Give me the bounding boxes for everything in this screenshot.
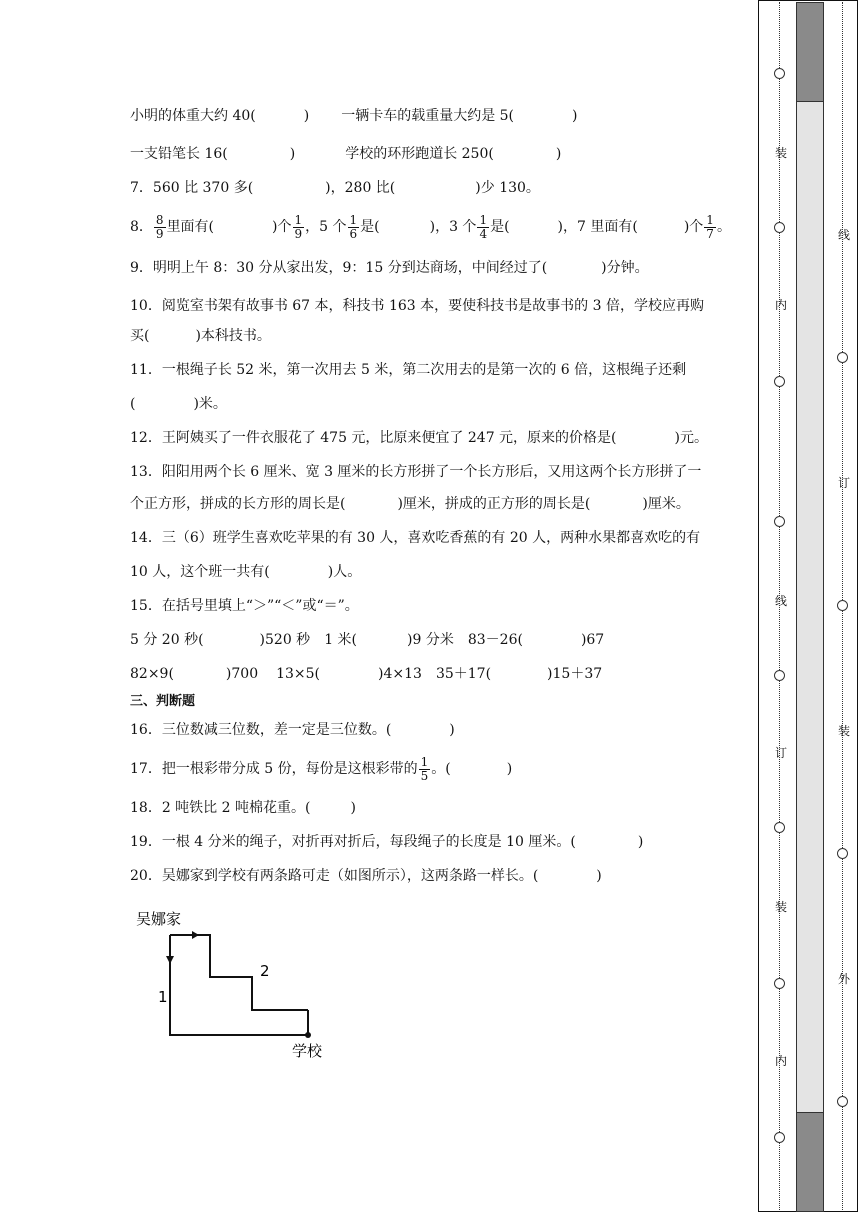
question-12 bbox=[130, 428, 708, 448]
question-17 bbox=[130, 754, 512, 784]
fraction bbox=[477, 214, 489, 241]
circle-icon bbox=[774, 822, 785, 833]
route-figure bbox=[128, 900, 348, 1068]
margin-label: 内 bbox=[774, 298, 787, 312]
circle-icon bbox=[837, 600, 848, 611]
question-unit-row-1 bbox=[130, 106, 578, 126]
text: ) bbox=[289, 146, 296, 162]
text: 里面有( bbox=[166, 219, 215, 235]
numerator: 1 bbox=[294, 212, 303, 227]
home-label: 吴娜家 bbox=[136, 910, 182, 928]
text: 83－26( bbox=[467, 632, 523, 648]
compare-row-1 bbox=[130, 630, 604, 650]
text: 是( bbox=[360, 219, 380, 235]
arrow-right-icon bbox=[192, 931, 199, 939]
text: 一辆卡车的载重量大约是 5( bbox=[341, 108, 515, 124]
text: )个 bbox=[683, 219, 704, 235]
text: )少 130。 bbox=[475, 180, 540, 196]
numerator: 1 bbox=[349, 212, 358, 227]
text: 8． bbox=[130, 219, 153, 235]
text: ) bbox=[596, 868, 602, 884]
denominator: 9 bbox=[155, 226, 164, 241]
margin-gray-top bbox=[796, 2, 824, 102]
text: )厘米，拼成的正方形的周长是( bbox=[397, 496, 591, 512]
circle-icon bbox=[837, 1096, 848, 1107]
margin-label: 线 bbox=[774, 594, 787, 608]
text: )人。 bbox=[327, 564, 362, 580]
numerator: 1 bbox=[479, 212, 488, 227]
text: ( bbox=[130, 396, 136, 412]
margin-label: 装 bbox=[774, 900, 787, 914]
text: )，3 个 bbox=[429, 219, 477, 235]
text: 小明的体重大约 40( bbox=[130, 108, 256, 124]
circle-icon bbox=[837, 848, 848, 859]
text: 1 米( bbox=[324, 632, 358, 648]
text: 13．阳阳用两个长 6 厘米、宽 3 厘米的长方形拼了一个长方形后，又用这两个长方形拼了一 bbox=[130, 464, 702, 480]
school-label: 学校 bbox=[292, 1042, 323, 1060]
text: 学校的环形跑道长 250( bbox=[345, 146, 494, 162]
question-11-line-1 bbox=[130, 360, 686, 380]
text: 7．560 比 370 多( bbox=[130, 180, 254, 196]
margin-label: 内 bbox=[774, 1054, 787, 1068]
text: )67 bbox=[580, 632, 605, 648]
circle-icon bbox=[837, 352, 848, 363]
margin-light-band bbox=[796, 102, 824, 1112]
question-13-line-2 bbox=[130, 494, 690, 514]
text: )元。 bbox=[674, 430, 708, 446]
question-16 bbox=[130, 720, 455, 740]
text: 11．一根绳子长 52 米，第一次用去 5 米，第二次用去的是第一次的 6 倍，这根绳子还剩 bbox=[130, 362, 687, 378]
route-2-path bbox=[170, 935, 308, 1010]
numerator: 1 bbox=[420, 754, 429, 769]
question-8 bbox=[130, 212, 731, 242]
denominator: 5 bbox=[420, 768, 429, 783]
route-1-label: 1 bbox=[158, 988, 168, 1006]
text: )，7 里面有( bbox=[557, 219, 638, 235]
question-15 bbox=[130, 596, 359, 616]
text: 是( bbox=[490, 219, 510, 235]
circle-icon bbox=[774, 670, 785, 681]
circle-icon bbox=[774, 1132, 785, 1143]
fraction bbox=[704, 214, 716, 241]
margin-gray-bottom bbox=[796, 1112, 824, 1212]
text: 17．把一根彩带分成 5 份，每份是这根彩带的 bbox=[130, 761, 418, 777]
text: 13×5( bbox=[276, 666, 321, 682]
fraction bbox=[348, 214, 360, 241]
compare-row-2 bbox=[130, 664, 602, 684]
text: 18．2 吨铁比 2 吨棉花重。( bbox=[130, 800, 311, 816]
text: 10 人，这个班一共有( bbox=[130, 564, 270, 580]
question-10-line-2 bbox=[130, 326, 271, 346]
text: 。( bbox=[431, 761, 451, 777]
text: 20．吴娜家到学校有两条路可走（如图所示），这两条路一样长。( bbox=[130, 868, 539, 884]
text: ) bbox=[506, 761, 513, 777]
school-dot bbox=[305, 1032, 311, 1038]
question-13-line-1 bbox=[130, 462, 701, 482]
text: ) bbox=[350, 800, 356, 816]
text: )15＋37 bbox=[547, 666, 603, 682]
text: )9 分米 bbox=[407, 632, 454, 648]
question-18 bbox=[130, 798, 356, 818]
text: )本科技书。 bbox=[195, 328, 271, 344]
text: )分钟。 bbox=[601, 260, 649, 276]
text: 一支铅笔长 16( bbox=[130, 146, 228, 162]
fraction bbox=[154, 214, 166, 241]
denominator: 9 bbox=[294, 226, 303, 241]
denominator: 4 bbox=[479, 226, 488, 241]
text: 14．三（6）班学生喜欢吃苹果的有 30 人，喜欢吃香蕉的有 20 人，两种水果都喜欢吃的有 bbox=[130, 530, 701, 546]
margin-label: 外 bbox=[837, 972, 850, 986]
text: )个 bbox=[272, 219, 292, 235]
question-19 bbox=[130, 832, 643, 852]
text: ) bbox=[572, 108, 578, 124]
denominator: 6 bbox=[349, 226, 358, 241]
margin-label: 订 bbox=[837, 476, 850, 490]
circle-icon bbox=[774, 68, 785, 79]
text: )米。 bbox=[193, 396, 227, 412]
denominator: 7 bbox=[706, 226, 714, 241]
margin-label: 装 bbox=[837, 724, 850, 738]
text: 16．三位数减三位数，差一定是三位数。( bbox=[130, 722, 392, 738]
text: )700 bbox=[225, 666, 259, 682]
question-11-line-2 bbox=[130, 394, 227, 414]
text: ) bbox=[449, 722, 455, 738]
question-10-line-1 bbox=[130, 296, 704, 316]
question-14-line-2 bbox=[130, 562, 361, 582]
text: 。 bbox=[716, 219, 731, 235]
text: 35＋17( bbox=[435, 666, 492, 682]
circle-icon bbox=[774, 376, 785, 387]
margin-label: 装 bbox=[774, 146, 787, 160]
text: 9．明明上午 8：30 分从家出发，9：15 分到达商场，中间经过了( bbox=[130, 260, 548, 276]
question-9 bbox=[130, 258, 649, 278]
arrow-down-icon bbox=[166, 956, 174, 964]
route-2-label: 2 bbox=[260, 962, 270, 980]
numerator: 1 bbox=[706, 212, 714, 227]
text: )厘米。 bbox=[642, 496, 690, 512]
text: 19．一根 4 分米的绳子，对折再对折后，每段绳子的长度是 10 厘米。( bbox=[130, 834, 576, 850]
question-7 bbox=[130, 178, 540, 198]
text: )520 秒 bbox=[259, 632, 311, 648]
text: ) bbox=[555, 146, 562, 162]
numerator: 8 bbox=[155, 212, 164, 227]
text: ) bbox=[303, 108, 310, 124]
text: 买( bbox=[130, 328, 150, 344]
text: 82×9( bbox=[130, 666, 174, 682]
margin-label: 订 bbox=[774, 746, 787, 760]
text: )4×13 bbox=[378, 666, 422, 682]
text: ，5 个 bbox=[305, 219, 347, 235]
fraction bbox=[293, 214, 305, 241]
section-title: 三、判断题 bbox=[130, 694, 196, 709]
circle-icon bbox=[774, 516, 785, 527]
text: 12．王阿姨买了一件衣服花了 475 元，比原来便宜了 247 元，原来的价格是( bbox=[130, 430, 617, 446]
circle-icon bbox=[774, 222, 785, 233]
text: 5 分 20 秒( bbox=[130, 632, 204, 648]
question-14-line-1 bbox=[130, 528, 700, 548]
fraction bbox=[419, 756, 431, 783]
text: )，280 比( bbox=[325, 180, 396, 196]
text: 个正方形，拼成的长方形的周长是( bbox=[130, 496, 346, 512]
route-1-path bbox=[170, 935, 308, 1035]
margin-label: 线 bbox=[837, 228, 850, 242]
question-unit-row-2 bbox=[130, 144, 561, 164]
question-20 bbox=[130, 866, 602, 886]
text: ) bbox=[637, 834, 644, 850]
circle-icon bbox=[774, 978, 785, 989]
text: 15．在括号里填上“＞”“＜”或“＝”。 bbox=[130, 598, 359, 614]
text: 10．阅览室书架有故事书 67 本，科技书 163 本，要使科技书是故事书的 3 倍，学校应再购 bbox=[130, 298, 704, 314]
